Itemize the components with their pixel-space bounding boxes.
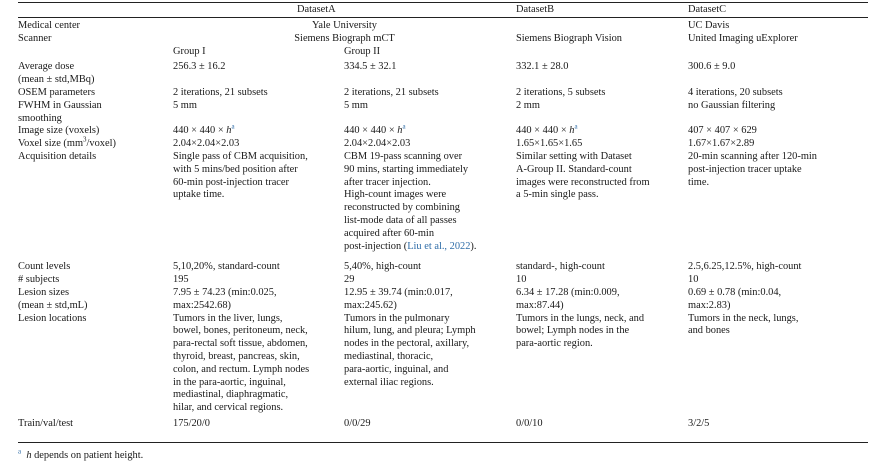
table-row	[18, 125, 868, 138]
cell-count-b: standard-, high-count	[516, 261, 605, 273]
cell-split-a1: 175/20/0	[173, 417, 210, 429]
row-label: Image size (voxels)	[18, 125, 100, 137]
cell-voxel-c: 1.67×1.67×2.89	[688, 138, 755, 150]
header-dataset-a: DatasetA	[297, 4, 336, 15]
row-label: FWHM in Gaussian smoothing	[18, 99, 102, 124]
table-header-rule	[18, 17, 868, 18]
table-row	[18, 313, 868, 415]
cell-subjects-b: 10	[516, 274, 527, 286]
cell-subjects-c: 10	[688, 274, 699, 286]
cell-split-a2: 0/0/29	[344, 417, 371, 429]
image-size-var: h	[226, 125, 232, 137]
cell-medical-center-c: UC Davis	[688, 20, 730, 31]
row-label: # subjects	[18, 274, 60, 286]
cell-voxel-a2: 2.04×2.04×2.03	[344, 138, 411, 150]
table-row	[18, 20, 868, 33]
row-label: Count levels	[18, 261, 71, 273]
cell-image-size-c: 407 × 407 × 629	[688, 125, 757, 137]
table-row	[18, 415, 868, 431]
cell-lesion-loc-c: Tumors in the neck, lungs, and bones	[688, 312, 799, 337]
datasets-table	[18, 20, 868, 431]
cell-lesion-loc-b: Tumors in the lungs, neck, and bowel; Lymph nodes in the para-aortic region.	[516, 312, 645, 350]
cell-acq-c: 20-min scanning after 120-min post-injection tracer uptake time.	[688, 150, 817, 188]
cell-scanner-c: United Imaging uExplorer	[688, 32, 798, 44]
table-top-rule	[18, 2, 868, 3]
table-row	[18, 46, 868, 59]
image-size-dims: 440 × 440 ×	[173, 125, 227, 137]
cell-split-c: 3/2/5	[688, 417, 710, 429]
cell-scanner-a: Siemens Biograph mCT	[294, 32, 395, 44]
footnote-marker[interactable]: a	[402, 122, 406, 131]
row-label: OSEM parameters	[18, 86, 96, 98]
cell-image-size-b	[516, 122, 688, 138]
cell-subjects-a2: 29	[344, 274, 355, 286]
row-label	[18, 135, 173, 151]
cell-fwhm-a1: 5 mm	[173, 99, 197, 111]
cell-osem-c: 4 iterations, 20 subsets	[688, 86, 783, 98]
cell-voxel-b: 1.65×1.65×1.65	[516, 138, 583, 150]
cell-voxel-a1: 2.04×2.04×2.03	[173, 138, 240, 150]
table-row	[18, 151, 868, 253]
cell-lesion-loc-a2: Tumors in the pulmonary hilum, lung, and pleura; Lymph nodes in the pectoral, axillary, mediastinal, thoracic, para-aortic, inguinal, and external iliac regions.	[344, 312, 476, 388]
cell-fwhm-a2: 5 mm	[344, 99, 368, 111]
cell-dose-c: 300.6 ± 9.0	[688, 61, 736, 73]
cell-osem-b: 2 iterations, 5 subsets	[516, 86, 606, 98]
cell-lesion-size-c: 0.69 ± 0.78 (min:0.04, max:2.83)	[688, 286, 782, 311]
image-size-var: h	[569, 125, 575, 137]
table-row	[18, 87, 868, 100]
header-dataset-c: DatasetC	[688, 4, 727, 15]
table-bottom-rule	[18, 442, 868, 443]
cell-group-ii: Group II	[344, 45, 381, 57]
row-label: Medical center	[18, 20, 81, 31]
footnote-mark: a	[18, 447, 22, 456]
cell-medical-center-a: Yale University	[311, 20, 378, 31]
row-label: Scanner	[18, 32, 52, 44]
row-label: Train/val/test	[18, 417, 74, 429]
acq-a2-text: CBM 19-pass scanning over 90 mins, starting immediately after tracer injection. High-count images were reconstructed by combining list-mode data of all passes acquired after 60-min post-injection (	[344, 150, 469, 252]
cell-group-i: Group I	[173, 45, 206, 57]
image-size-dims: 440 × 440 ×	[516, 125, 570, 137]
row-label: Lesion sizes (mean ± std,mL)	[18, 286, 88, 311]
cell-osem-a1: 2 iterations, 21 subsets	[173, 86, 268, 98]
voxel-label-end: /voxel)	[86, 138, 116, 150]
cell-split-b: 0/0/10	[516, 417, 543, 429]
footnote-var: h	[26, 450, 32, 461]
row-label: Acquisition details	[18, 150, 97, 162]
cell-subjects-a1: 195	[173, 274, 189, 286]
cell-osem-a2: 2 iterations, 21 subsets	[344, 86, 439, 98]
cell-count-a2: 5,40%, high-count	[344, 261, 422, 273]
cell-dose-a1: 256.3 ± 16.2	[173, 61, 226, 73]
cell-image-size-a1	[173, 122, 344, 138]
citation-link[interactable]: Liu et al., 2022	[407, 240, 471, 252]
cell-image-size-a2	[344, 122, 516, 138]
table-row	[18, 138, 868, 151]
table-row	[18, 253, 868, 274]
footnote-marker[interactable]: a	[574, 122, 578, 131]
table-row	[18, 33, 868, 46]
table-row	[18, 100, 868, 126]
table-row	[18, 287, 868, 313]
table-row	[18, 58, 868, 87]
cell-dose-b: 332.1 ± 28.0	[516, 61, 569, 73]
cell-count-c: 2.5,6.25,12.5%, high-count	[688, 261, 802, 273]
footnote-text: depends on patient height.	[31, 450, 144, 461]
cell-scanner-b: Siemens Biograph Vision	[516, 32, 622, 44]
cell-lesion-loc-a1: Tumors in the liver, lungs, bowel, bones, peritoneum, neck, para-rectal soft tissue, abdomen, thyroid, breast, pancreas, skin, colon, and rectum. Lymph nodes in the para-aortic, inguinal, mediastinal, diaphragmatic, hilar, and cervical regions.	[173, 312, 310, 414]
cell-dose-a2: 334.5 ± 32.1	[344, 61, 397, 73]
cell-fwhm-b: 2 mm	[516, 99, 540, 111]
image-size-var: h	[397, 125, 403, 137]
row-label: Lesion locations	[18, 312, 87, 324]
cell-lesion-size-a1: 7.95 ± 74.23 (min:0.025, max:2542.68)	[173, 286, 277, 311]
voxel-label-main: Voxel size (mm	[18, 138, 84, 150]
voxel-label-sup: 3	[83, 135, 87, 144]
table-row	[18, 274, 868, 287]
cell-count-a1: 5,10,20%, standard-count	[173, 261, 280, 273]
cell-fwhm-c: no Gaussian filtering	[688, 99, 776, 111]
footnote-marker[interactable]: a	[231, 122, 235, 131]
acq-a2-end: ).	[470, 240, 477, 252]
cell-acq-b: Similar setting with Dataset A-Group II. Standard-count images were reconstructed from a 5-min single pass.	[516, 150, 650, 201]
cell-lesion-size-b: 6.34 ± 17.28 (min:0.009, max:87.44)	[516, 286, 620, 311]
row-label: Average dose (mean ± std,MBq)	[18, 61, 95, 86]
cell-lesion-size-a2: 12.95 ± 39.74 (min:0.017, max:245.62)	[344, 286, 453, 311]
table-footnote	[18, 447, 144, 462]
image-size-dims: 440 × 440 ×	[344, 125, 398, 137]
cell-acq-a2	[344, 151, 516, 253]
header-dataset-b: DatasetB	[516, 4, 555, 15]
cell-acq-a1: Single pass of CBM acquisition, with 5 mins/bed position after 60-min post-injection tracer uptake time.	[173, 150, 308, 201]
